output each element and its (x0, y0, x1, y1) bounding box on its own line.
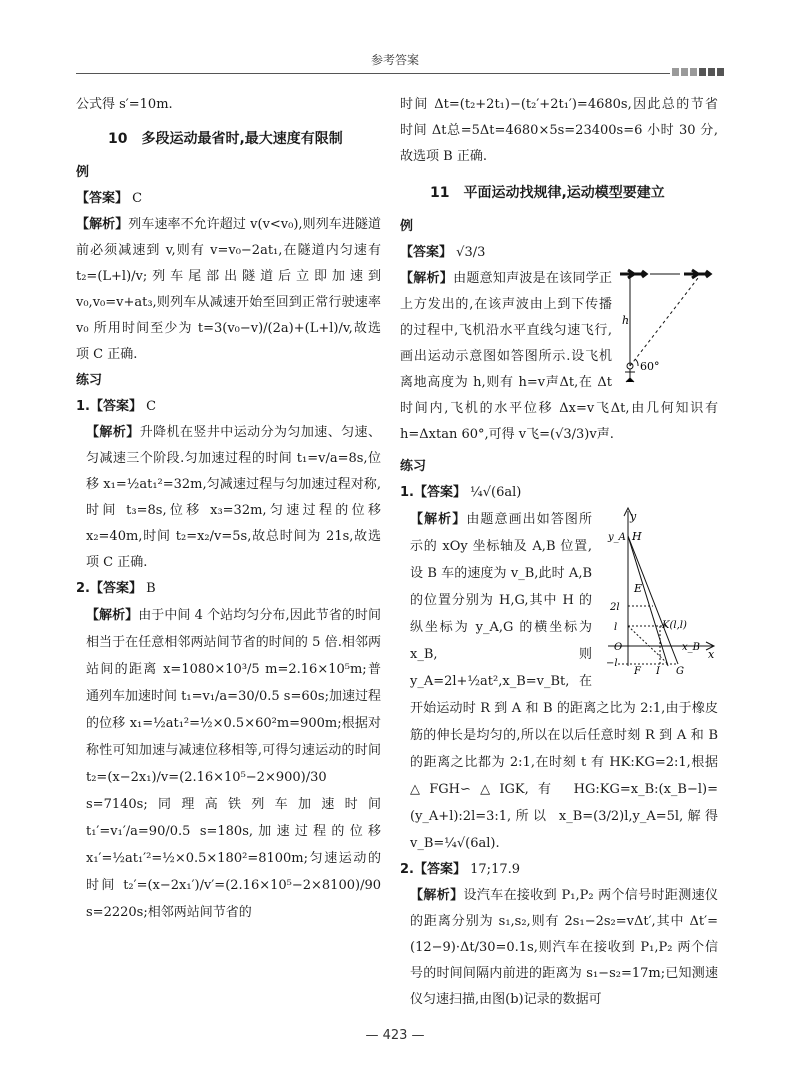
fig2-H: H (632, 530, 642, 543)
example-analysis-2: h 60° 【解析】由题意知声波是在该同学正上方发出的,在该声波由上到下传播的过程中,飞机沿水平直线匀速飞行,画出运动示意图如答图所示.设飞机离地高度为 h,则有 h=v声Δt,在 Δt 时间内,飞机的水平位移 Δx=v飞Δt,由几何知识有 h=Δxtan 60°,可得 v飞=(√3/3)v声. (400, 266, 718, 448)
plane-diagram (618, 266, 718, 386)
fig2-yA: y_A (608, 532, 626, 543)
fig2-l: l (614, 622, 618, 633)
coordinate-diagram (598, 506, 718, 676)
fig2-I: I (656, 666, 660, 676)
practice-2-analysis: 【解析】由于中间 4 个站均匀分布,因此节省的时间相当于在任意相邻两站间节省的时间的 5 倍.相邻两站间的距离 x=1080×10³/5 m=2.16×10⁵m;普通列车加速时间 t₁=v₁/a=30/0.5 s=60s;加速过程的位移 x₁=½at₁²=½×0.5×60²m=900m;根据对称性可知加速与减速位移相等,可得匀速运动的时间 t₂=(x−2x₁)/v=(2.16×10⁵−2×900)/30 s=7140s;同理高铁列车加速时间 t₁′=v₁′/a=90/0.5 s=180s,加速过程的位移 x₁′=½at₁′²=½×0.5×180²=8100m;匀速运动的时间 t₂′=(x−2x₁′)/v′=(2.16×10⁵−2×8100)/90 s=2220s;相邻两站间节省的 (86, 608, 381, 920)
plane-icon-right (684, 270, 710, 278)
fig2-xB: x_B (682, 642, 700, 653)
example-analysis: 【解析】列车速率不允许超过 v(v<v₀),则列车进隧道前必须减速到 v,则有 v=v₀−2at₁,在隧道内匀速有 t₂=(L+l)/v;列车尾部出隧道后立即加速到 v₀,v₀=v+at₃,则列车从减速开始至回到正常行驶速率 v₀ 所用时间至少为 t=3(v₀−v)/(2a)+(L+l)/v,故选项 C 正确. (76, 217, 381, 362)
practice-1-analysis-2: y y_A H E 2l l K(l,l) O x_B x −l F I G 【解析】由题意画出如答图所示的 xOy 坐标轴及 A,B 位置,设 B 车的速度为 v_B,此时 A,B 的位置分别为 H,G,其中 H 的纵坐标为 y_A,G 的横坐标为 x_B,则 y_A=2l+½at²,x_B=v_Bt,在开始运动时 R 到 A 和 B 的距离之比为 2:1,由于橡皮筋的伸长是均匀的,所以在以后任意时刻 R 到 A 和 B 的距离之比都为 2:1,在时刻 t 有 HK:KG=2:1,根据△FGH∽△IGK,有 HG:KG=x_B:(x_B−l)=(y_A+l):2l=3:1,所以 x_B=(3/2)l,y_A=5l,解得 v_B=¼√(6al). (400, 506, 718, 857)
fig1-angle-label: 60° (640, 360, 660, 373)
fig2-O: O (614, 642, 623, 653)
practice-label-2: 练习 (400, 459, 427, 474)
plane-icon-left (620, 270, 646, 278)
left-column (76, 92, 381, 926)
fig2-2l: 2l (610, 602, 620, 613)
practice-2-analysis-2: 【解析】设汽车在接收到 P₁,P₂ 两个信号时距测速仪的距离分别为 s₁,s₂,则有 2s₁−2s₂=vΔt′,其中 Δt′=(12−9)·Δt/30=0.1s,则汽车在接收到 P₁,P₂ 两个信号的时间间隔内前进的距离为 s₁−s₂=17m;已知测速仪匀速扫描,由图(b)记录的数据可 (410, 888, 718, 1007)
example-label-2: 例 (400, 219, 414, 234)
header-rule (76, 73, 670, 74)
top-line: 公式得 s′=10m. (76, 97, 173, 112)
right-column (400, 92, 718, 1013)
practice-label: 练习 (76, 373, 103, 388)
fig2-y: y (630, 510, 637, 523)
practice-1-answer-2: 1.【答案】 ¼√(6al) (400, 485, 522, 500)
fig2-x: x (708, 648, 715, 661)
example-answer: 【答案】 C (76, 191, 143, 206)
fig1-h-label: h (622, 314, 630, 327)
page-number: — 423 — (365, 1028, 425, 1043)
fig2-E: E (634, 582, 643, 595)
fig2-K: K(l,l) (662, 620, 687, 631)
practice-1-analysis: 【解析】升降机在竖井中运动分为匀加速、匀速、匀减速三个阶段.匀加速过程的时间 t₁=v/a=8s,位移 x₁=½at₁²=32m,匀减速过程与匀加速过程对称,时间 t₃=8s,位移 x₃=32m,匀速过程的位移 x₂=40m,时间 t₂=x₂/v=5s,故总时间为 21s,故选项 C 正确. (86, 425, 381, 570)
fig2-ml: −l (606, 658, 618, 669)
section-10-title: 10 多段运动最省时,最大速度有限制 (108, 131, 343, 147)
example-label: 例 (76, 165, 90, 180)
practice-2-answer: 2.【答案】 B (76, 581, 156, 596)
practice-2-answer-2: 2.【答案】 17;17.9 (400, 862, 521, 877)
fig2-G: G (676, 666, 684, 676)
header-decoration (672, 68, 724, 76)
fig2-F: F (634, 666, 641, 676)
header-title: 参考答案 (370, 53, 419, 67)
example-answer-2: 【答案】 √3/3 (400, 245, 486, 260)
practice-1-answer: 1.【答案】 C (76, 399, 157, 414)
section-11-title: 11 平面运动找规律,运动模型要建立 (430, 185, 665, 201)
continued-text: 时间 Δt=(t₂+2t₁)−(t₂′+2t₁′)=4680s,因此总的节省时间 Δt总=5Δt=4680×5s=23400s=6 小时 30 分,故选项 B 正确. (400, 97, 718, 164)
